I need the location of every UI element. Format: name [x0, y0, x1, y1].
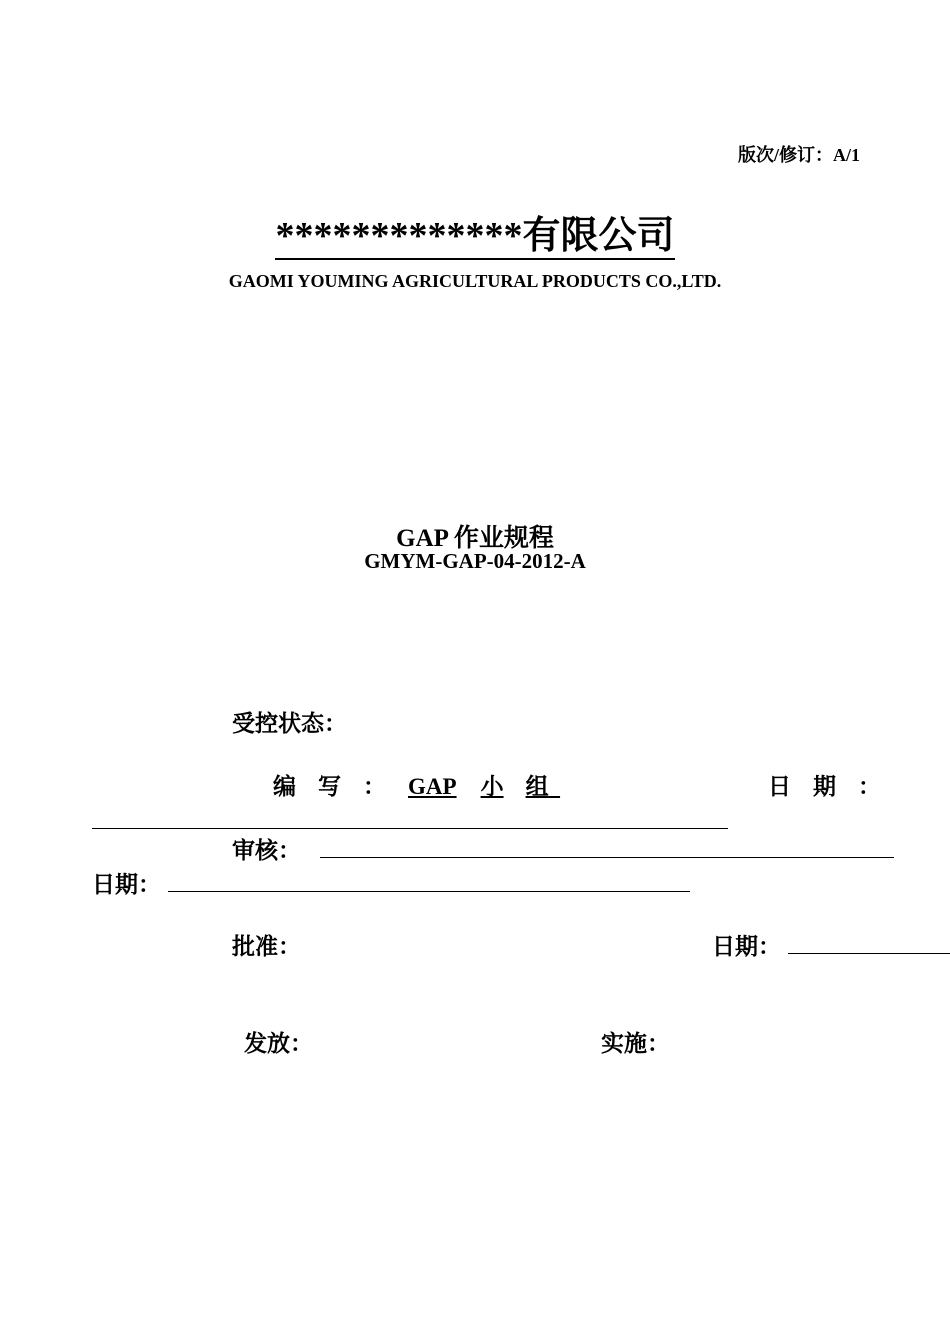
document-code: GMYM-GAP-04-2012-A [364, 549, 586, 573]
control-status-label: 受控状态： [232, 711, 347, 736]
review-signature-line [320, 857, 894, 858]
approve-date-label: 日期： [712, 934, 781, 959]
writer-value-underline-tail [549, 774, 561, 799]
document-title: GAP 作业规程 [396, 525, 554, 552]
writer-value [408, 768, 560, 801]
revision-label: 版次/修订：A/1 [737, 145, 860, 165]
review-date-label: 日期： [92, 872, 161, 897]
writer-label: 编写： [273, 774, 408, 799]
company-name-text: *************有限公司 [275, 215, 674, 260]
approve-date-line [788, 953, 950, 954]
company-name [0, 204, 950, 259]
company-name-english: GAOMI YOUMING AGRICULTURAL PRODUCTS CO.,LTD. [228, 271, 722, 291]
writer-value-part: 组 [525, 774, 549, 799]
review-label: 审核： [232, 838, 301, 863]
writer-date-line [92, 828, 728, 829]
writer-date-label: 日期： [768, 774, 903, 799]
writer-value-part: GAP [408, 774, 457, 799]
writer-value-part: 小 [480, 774, 504, 799]
implement-label: 实施： [601, 1031, 670, 1056]
review-date-line [168, 891, 690, 892]
approve-label: 批准： [232, 934, 301, 959]
issue-label: 发放： [244, 1031, 313, 1056]
